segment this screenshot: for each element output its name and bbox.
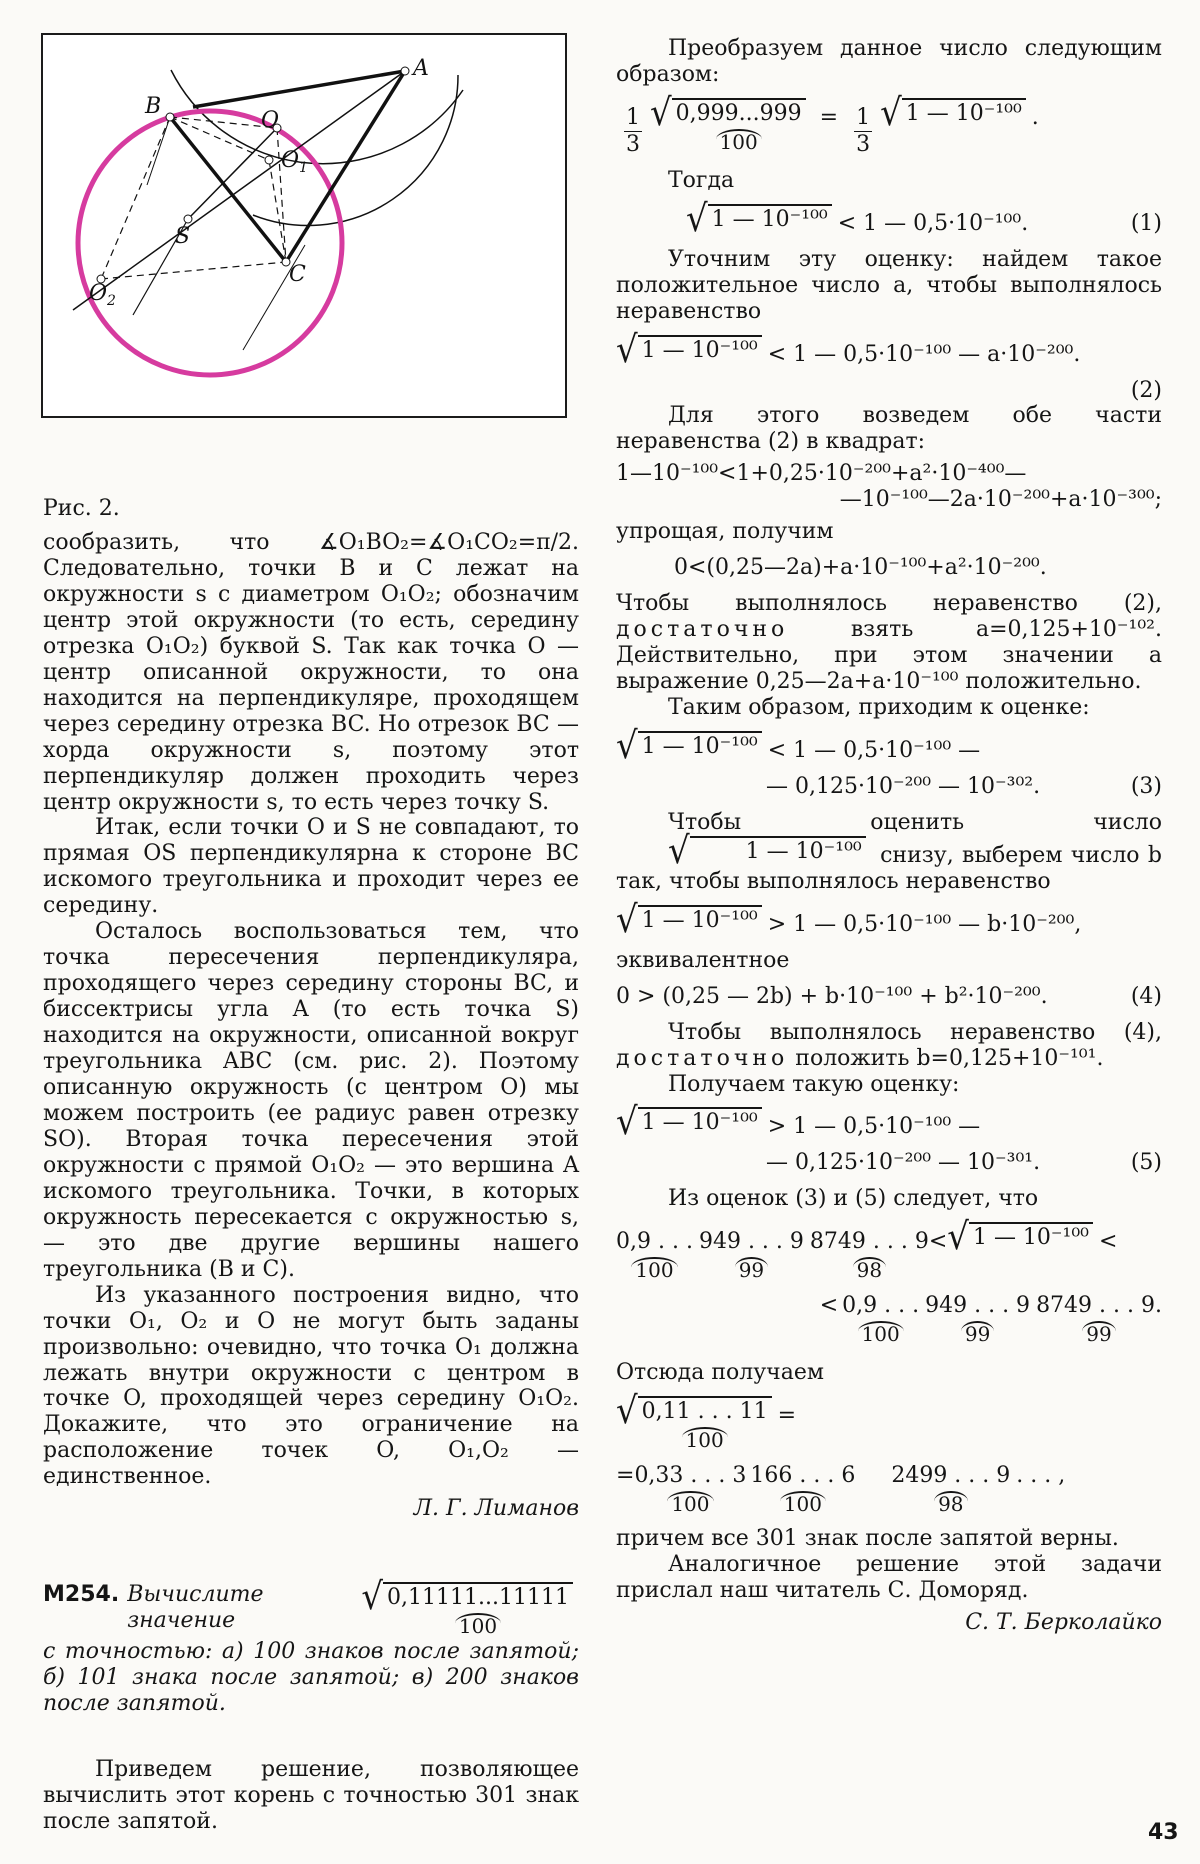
label-O1: $O_1$ [281,148,308,176]
label-C: C [289,262,306,287]
paragraph: Таким образом, приходим к оценке: [668,695,1090,721]
line-O2-A [73,71,405,310]
paragraph: Из указанного построения видно, что точки O₁, O₂ и O не могут быть заданы произвольно: очевидно, что точка O₁ должна лежать внутри окружности с центром в точке O, проходящей через середину O₁O₂. Докажите, что это ограничение на расположение точек O, O₁,O₂ — единственное. [43,1282,579,1490]
circle-s [78,111,342,375]
brace-count: 100 [455,1613,501,1639]
paragraph: Приведем решение, позволяющее вычислить этот корень с точностью 301 знак после запятой. [43,1756,579,1834]
dashed-B-O2 [101,117,170,279]
equation-1: √ 1 — 10⁻¹⁰⁰ < 1 — 0,5·10⁻¹⁰⁰. (1) [686,196,1162,241]
radicand: 0,11111...11111 [383,1582,573,1611]
equation-number: (1) [1130,210,1162,236]
equation-2: √ 1 — 10⁻¹⁰⁰ < 1 — 0,5·10⁻¹⁰⁰ — a·10⁻²⁰⁰. [616,327,1081,372]
paragraph: Уточним эту оценку: найдем такое положительное число a, чтобы выполнялось неравенство [616,246,1162,324]
geometry-figure [41,33,567,418]
paragraph: Получаем такую оценку: [668,1071,960,1097]
dashed-B-O1 [170,117,269,160]
author-signature: С. Т. Берколайко [965,1610,1162,1636]
problem-root: √ 0,11111...11111 100 [361,1582,573,1639]
paragraph: эквивалентное [616,947,790,973]
point-B [166,113,174,121]
circumcircle-arc-top [171,70,463,164]
equation-number: (3) [1130,773,1162,799]
label-O2: $O_2$ [89,281,116,309]
problem-conditions: с точностью: а) 100 знаков после запятой; б) 101 знака после запятой; в) 200 знаков после запятой. [43,1638,579,1716]
equation-0: $\frac{1}{3}$ √ 0,999...999 100 = $\frac{1}{3}$ √ 1 — 10⁻¹⁰⁰ . [626,90,1039,157]
paragraph: Чтобы выполнялось неравенство (4), достаточно положить b=0,125+10⁻¹⁰¹. [616,1019,1162,1071]
author-signature: Л. Г. Лиманов [413,1496,579,1522]
paragraph: причем все 301 знак после запятой верны. [616,1526,1119,1552]
label-S: S [175,224,191,249]
paragraph: Из оценок (3) и (5) следует, что [668,1186,1039,1212]
equation-number: (2) [1130,377,1162,403]
equation-9: 0,9 . . . 100 949 . . . 9 99 8749 . . . 9 98 < √ 1 — 10⁻¹⁰⁰ < [616,1215,1118,1283]
problem-id: М254. [43,1582,120,1608]
paragraph: упрощая, получим [616,519,834,545]
paragraph: Преобразуем данное число следующим образом: [616,36,1162,87]
equation-number: (5) [1130,1150,1162,1176]
equation-7: 0 > (0,25 — 2b) + b·10⁻¹⁰⁰ + b²·10⁻²⁰⁰. (4) [616,983,1162,1009]
point-O1 [265,156,273,164]
label-B: B [145,94,162,119]
problem-text: Вычислите значение [127,1582,264,1634]
equation-12: = $\frac{0,33 . . . 3}{100}$ 166 . . . 6 100 2499 . . . 9 98 . . . , [616,1462,1066,1516]
paragraph: Тогда [668,167,735,193]
paragraph: Чтобы выполнялось неравенство (2), достаточно взять a=0,125+10⁻¹⁰². Действительно, при этом значении a выражение 0,25—2a+a·10⁻¹⁰⁰ положительно. [616,591,1162,695]
right-column [616,36,1162,1636]
label-A: A [413,56,429,81]
paragraph: сообразить, что ∡O₁BO₂=∡O₁CO₂=π/2. Следовательно, точки B и C лежат на окружности s с диаметром O₁O₂; обозначим центр этой окружности (то есть, середину отрезка O₁O₂) буквой S. Так как точка O — центр описанной окружности, то она находится на перпендикуляре, проходящем через середину отрезка BC. Но отрезок BC — хорда окружности s, поэтому этот перпендикуляр должен проходить через центр окружности s, то есть через точку S. [43,530,579,815]
equation-5: √ 1 — 10⁻¹⁰⁰ < 1 — 0,5·10⁻¹⁰⁰ — [616,723,981,768]
paragraph: Чтобы оценить число √ 1 — 10⁻¹⁰⁰ снизу, выберем число b так, чтобы выполнялось неравенство [616,809,1162,894]
paragraph: Осталось воспользоваться тем, что точка пересечения перпендикуляра, проходящего через середину стороны BC, и биссектрисы угла A (то есть точка S) находится на окружности, описанной вокруг треугольника ABC (см. рис. 2). Поэтому описанную окружность (с центром O) мы можем построить (ее радиус равен отрезку SO). Вторая точка пересечения этой окружности с прямой O₁O₂ — это вершина A искомого треугольника. Точки, в которых окружность пересекается с окружностью s, — это две другие вершины нашего треугольника (B и C). [43,919,579,1282]
equation-8: √ 1 — 10⁻¹⁰⁰ > 1 — 0,5·10⁻¹⁰⁰ — [616,1100,981,1145]
tangent-C [243,245,305,350]
equation-3: 1—10⁻¹⁰⁰<1+0,25·10⁻²⁰⁰+a²·10⁻⁴⁰⁰— —10⁻¹⁰⁰—2a·10⁻²⁰⁰+a·10⁻³⁰⁰; [616,461,1162,513]
paragraph: Отсюда получаем [616,1360,824,1386]
problem-block [43,1575,579,1834]
label-O: O [261,108,280,133]
equation-8-cont: — 0,125·10⁻²⁰⁰ — 10⁻³⁰¹. (5) [766,1150,1162,1176]
paragraph: Итак, если точки O и S не совпадают, то прямая OS перпендикулярна к стороне BC искомого треугольника и проходит через ее середину. [43,815,579,919]
page-number: 43 [1148,1820,1179,1845]
equation-6: √ 1 — 10⁻¹⁰⁰ > 1 — 0,5·10⁻¹⁰⁰ — b·10⁻²⁰⁰, [616,897,1082,942]
equation-11: √ 0,11 . . . 11 100 = [616,1389,797,1453]
side-AB [193,71,405,107]
point-S [184,215,192,223]
figure-caption: Рис. 2. [43,496,120,521]
figure-drawing [43,35,565,416]
paragraph: Аналогичное решение этой задачи прислал наш читатель С. Доморяд. [616,1552,1162,1604]
equation-5-cont: — 0,125·10⁻²⁰⁰ — 10⁻³⁰². (3) [766,773,1162,799]
left-column [43,530,579,1834]
paragraph: Для этого возведем обе части неравенства (2) в квадрат: [616,403,1162,455]
equation-number: (4) [1130,983,1162,1009]
equation-10: < 0,9 . . . 100 949 . . . 9 99 8749 . . . 9. 99 [819,1292,1162,1346]
point-A [401,67,409,75]
equation-4: 0<(0,25—2a)+a·10⁻¹⁰⁰+a²·10⁻²⁰⁰. [674,555,1047,581]
